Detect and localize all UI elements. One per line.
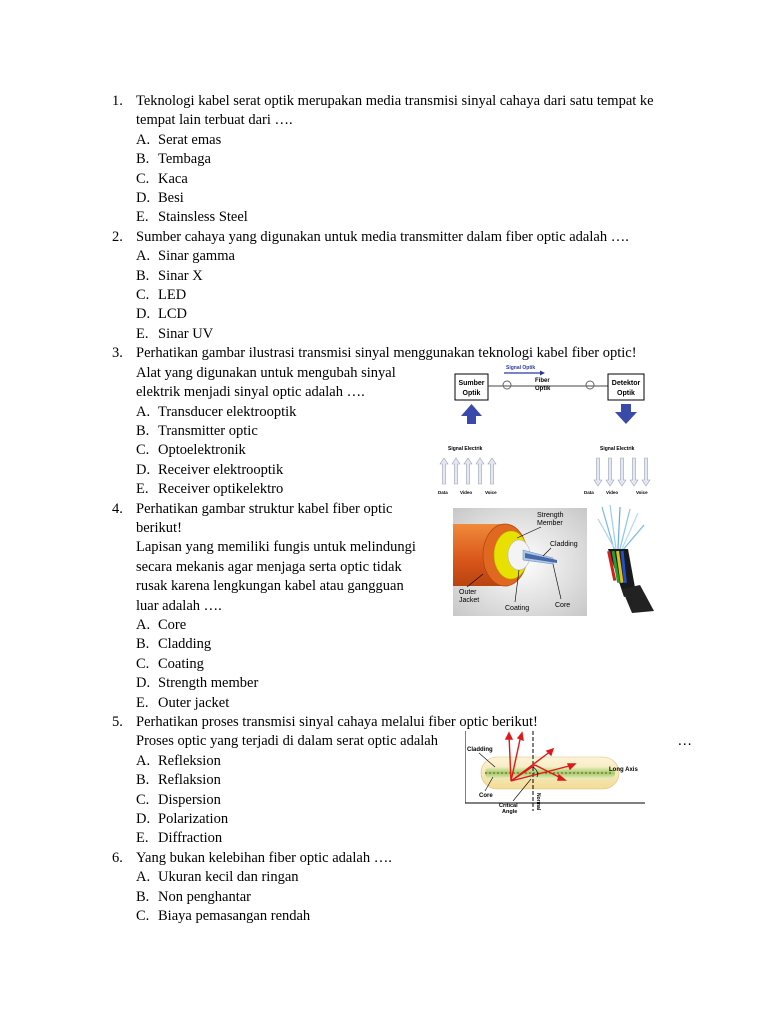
option-b: B. Non penghantar	[136, 888, 252, 905]
question-number: 5.	[112, 714, 123, 730]
fiber-bundle-photo	[596, 505, 656, 613]
detektor-optik-label-1: Detektor	[611, 380, 641, 388]
question-6	[112, 849, 682, 927]
input-video-label: Video	[460, 490, 473, 496]
question-text-line: Proses optic yang terjadi di dalam serat optic adalah	[136, 733, 438, 750]
option-c: C. Biaya pemasangan rendah	[136, 908, 311, 925]
option-c: C. LED	[136, 287, 187, 304]
option-c: C. Kaca	[136, 170, 188, 187]
option-d: D. Strength member	[136, 675, 259, 692]
reflection-diagram	[465, 731, 649, 825]
question-4	[112, 500, 682, 713]
cladding-label: Cladding	[550, 540, 578, 548]
outer-jacket-label-2: Jacket	[459, 596, 480, 604]
question-text: Yang bukan kelebihan fiber optic adalah ….	[136, 849, 392, 866]
transmission-diagram	[438, 364, 668, 498]
output-voice-label: Voice	[636, 490, 648, 496]
output-data-label: Data	[584, 490, 594, 496]
coating-label: Coating	[505, 604, 530, 612]
option-e: E. Diffraction	[136, 830, 223, 847]
option-e: E. Outer jacket	[136, 694, 230, 711]
option-d: D. Polarization	[136, 811, 229, 828]
trailing-ellipsis: …	[677, 733, 692, 750]
fiber-optik-label-2: Optik	[535, 386, 551, 393]
question-number: 6.	[112, 849, 123, 866]
question-2	[112, 228, 682, 344]
question-text-line: elektrik menjadi sinyal optic adalah ….	[136, 384, 365, 401]
option-e: E. Receiver optikelektro	[136, 481, 284, 498]
option-b: B. Sinar X	[136, 267, 203, 284]
option-c: C. Optoelektronik	[136, 442, 246, 459]
option-a: A. Core	[136, 616, 187, 633]
question-number: 3.	[112, 345, 123, 362]
input-data-label: Data	[438, 490, 448, 496]
option-b: B. Tembaga	[136, 151, 211, 168]
question-text-line: Lapisan yang memiliki fungis untuk melindungi	[136, 539, 416, 556]
strength-member-label-1: Strength	[537, 511, 564, 519]
option-a: A. Refleksion	[136, 752, 221, 769]
question-text: Sumber cahaya yang digunakan untuk media transmitter dalam fiber optic adalah ….	[136, 228, 629, 245]
option-list	[112, 247, 682, 344]
outer-jacket-label-1: Outer	[459, 588, 477, 596]
critical-angle-label-2: Angle	[502, 809, 518, 815]
question-3	[112, 344, 682, 499]
question-text: Perhatikan gambar ilustrasi transmisi sinyal menggunakan teknologi kabel fiber optic!	[136, 345, 637, 362]
input-voice-label: Voice	[485, 490, 497, 496]
document-page	[112, 92, 692, 926]
detektor-optik-label-2: Optik	[617, 390, 635, 398]
fiber-optik-label-1: Fiber	[535, 378, 550, 385]
long-axis-label: Long Axis	[609, 767, 638, 773]
option-a: A. Sinar gamma	[136, 248, 235, 265]
core-label: Core	[479, 793, 493, 799]
strength-member-label-2: Member	[537, 519, 563, 527]
question-text-line: berikut!	[136, 519, 182, 536]
cable-structure-diagram	[453, 508, 587, 616]
sumber-optik-label-2: Optik	[462, 390, 481, 398]
option-b: B. Transmitter optic	[136, 422, 258, 439]
option-e: E. Stainsless Steel	[136, 209, 248, 226]
option-a: A. Ukuran kecil dan ringan	[136, 869, 299, 886]
question-1	[112, 92, 682, 228]
output-video-label: Video	[606, 490, 619, 496]
option-list	[112, 131, 682, 228]
question-number: 1.	[112, 93, 123, 109]
question-number: 4.	[112, 500, 123, 517]
core-label: Core	[555, 601, 571, 609]
cladding-label: Cladding	[467, 747, 493, 753]
question-text-line: luar adalah ….	[136, 597, 222, 614]
option-b: B. Reflaksion	[136, 772, 221, 789]
normal-label: Normal	[535, 793, 541, 811]
option-d: D. Receiver elektrooptik	[136, 461, 284, 478]
signal-optik-label: Signal Optik	[506, 365, 536, 372]
option-list	[112, 616, 682, 713]
signal-electrik-left-label: Signal Electrik	[448, 446, 483, 453]
option-c: C. Coating	[136, 655, 204, 672]
option-d: D. Besi	[136, 190, 184, 207]
option-b: B. Cladding	[136, 636, 212, 653]
question-text: Perhatikan proses transmisi sinyal cahaya melalui fiber optic berikut!	[136, 714, 538, 730]
signal-electrik-right-label: Signal Electrik	[600, 446, 635, 453]
question-text: Perhatikan gambar struktur kabel fiber optic	[136, 500, 393, 517]
option-e: E. Sinar UV	[136, 325, 214, 342]
question-text: Teknologi kabel serat optik merupakan media transmisi sinyal cahaya dari satu tempat ke tempat lain terbuat dari ….	[136, 93, 654, 129]
option-a: A. Serat emas	[136, 131, 222, 148]
option-list	[112, 868, 682, 926]
question-number: 2.	[112, 228, 123, 245]
option-d: D. LCD	[136, 306, 187, 323]
option-c: C. Dispersion	[136, 791, 221, 808]
option-a: A. Transducer elektrooptik	[136, 403, 297, 420]
question-5	[112, 713, 692, 849]
critical-angle-label-1: Critical	[499, 803, 518, 809]
question-text-line: secara mekanis agar menjaga serta optic tidak	[136, 558, 402, 575]
question-text-line: rusak karena lengkungan kabel atau gangguan	[136, 578, 404, 595]
question-text-line: Alat yang digunakan untuk mengubah sinyal	[136, 364, 396, 381]
sumber-optik-label-1: Sumber	[458, 380, 485, 388]
